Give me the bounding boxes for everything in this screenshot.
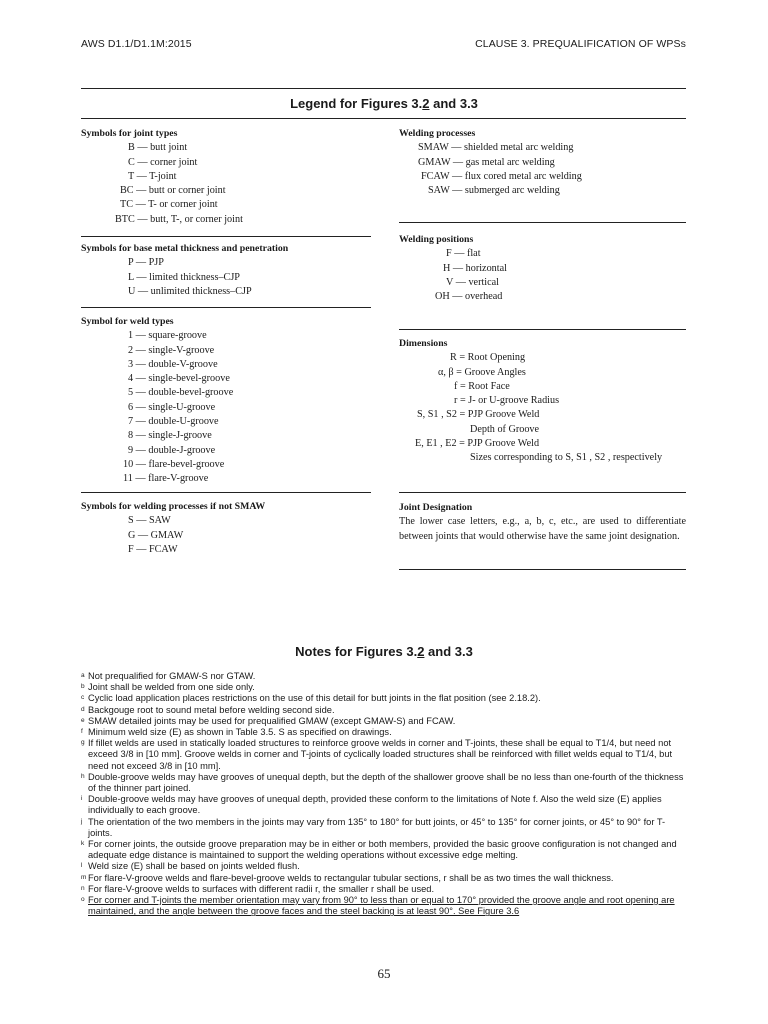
legend-item: B — butt joint <box>128 142 188 154</box>
legend-item: F — FCAW <box>128 543 178 555</box>
dimension-item: Sizes corresponding to S, S1 , S2 , respectively <box>470 452 663 464</box>
divider <box>81 118 686 119</box>
weld-types-section <box>81 315 371 487</box>
legend-item: OH — overhead <box>435 291 503 303</box>
legend-item: 2 — single-V-groove <box>128 344 215 356</box>
legend-item: 9 — double-J-groove <box>128 444 216 456</box>
legend-item: SMAW — shielded metal arc welding <box>418 142 574 154</box>
note-item: i Double-groove welds may have grooves of unequal depth, provided these conform to the limitations of Note f. Also the weld size (E) applies individually to each groove. <box>81 794 662 816</box>
note-item: j The orientation of the two members in the joints may vary from 135° to 180° for butt joints, or 45° to 135° for corner joints, or 45° to 90° for T-joints. <box>81 816 666 838</box>
legend-item: 4 — single-bevel-groove <box>128 373 230 385</box>
notes-list <box>81 671 687 917</box>
note-item: c Cyclic load application places restrictions on the use of this detail for butt joints in the flat position (see 2.18.2). <box>81 693 541 704</box>
section-heading: Dimensions <box>399 338 448 349</box>
divider <box>81 88 686 89</box>
note-item: a Not prequalified for GMAW-S nor GTAW. <box>81 671 256 681</box>
notes-title: Notes for Figures 3.2 and 3.3 <box>295 644 473 659</box>
divider <box>81 236 371 237</box>
note-item: f Minimum weld size (E) as shown in Table 3.5. S as specified on drawings. <box>81 727 392 738</box>
note-item: d Backgouge root to sound metal before welding second side. <box>81 704 335 715</box>
legend-item: H — horizontal <box>443 262 507 274</box>
joint-designation-text: The lower case letters, e.g., a, b, c, etc., are used to differentiate between joints that would otherwise have the same joint designation. <box>399 516 686 542</box>
running-header-left: AWS D1.1/D1.1M:2015 <box>81 38 192 50</box>
dimension-item: S, S1 , S2 = PJP Groove Weld <box>417 409 540 421</box>
dimension-item: r = J- or U-groove Radius <box>454 395 560 407</box>
running-header-right: CLAUSE 3. PREQUALIFICATION OF WPSs <box>475 38 686 50</box>
legend-item: L — limited thickness–CJP <box>128 271 240 283</box>
legend-item: 3 — double-V-groove <box>128 358 218 370</box>
process-symbols-section <box>81 500 371 557</box>
note-item: b Joint shall be welded from one side only. <box>81 682 255 693</box>
note-item: k For corner joints, the outside groove preparation may be in either or both members, provided the basic groove configuration is not changed and adequate edge distance is maintained to support the welding operations without excessive edge melting. <box>81 839 677 861</box>
legend-item: 6 — single-U-groove <box>128 401 216 413</box>
note-item: n For flare-V-groove welds to surfaces with different radii r, the smaller r shall be used. <box>81 883 435 894</box>
divider <box>399 569 686 570</box>
dimension-item: f = Root Face <box>454 380 510 392</box>
section-heading: Welding processes <box>399 128 476 139</box>
divider <box>399 222 686 223</box>
legend-item: T — T-joint <box>128 170 177 182</box>
note-item: l Weld size (E) shall be based on joints welded flush. <box>81 861 300 872</box>
welding-positions-section <box>399 233 686 304</box>
legend-item: 1 — square-groove <box>128 330 207 342</box>
legend-item: GMAW — gas metal arc welding <box>418 156 555 168</box>
page-number: 65 <box>377 966 391 981</box>
legend-item: G — GMAW <box>128 529 184 541</box>
joint-designation-section <box>399 501 686 544</box>
legend-item: F — flat <box>446 248 481 260</box>
legend-item: BTC — butt, T-, or corner joint <box>115 213 243 225</box>
note-item: m For flare-V-groove welds and flare-bevel-groove welds to rectangular tubular sections, r shall be as two times the wall thickness. <box>81 872 614 883</box>
section-heading: Symbols for base metal thickness and penetration <box>81 243 289 254</box>
legend-item: BC — butt or corner joint <box>120 185 226 197</box>
legend-left-column <box>81 127 371 227</box>
legend-item: SAW — submerged arc welding <box>428 185 560 197</box>
dimensions-section <box>399 337 686 466</box>
section-heading: Symbol for weld types <box>81 316 174 327</box>
divider <box>81 307 371 308</box>
legend-title: Legend for Figures 3.2 and 3.3 <box>290 96 478 111</box>
note-item: o For corner and T-joints the member orientation may vary from 90° to less than or equal to 170° provided the groove angle and root opening are maintained, and the angle between the groove faces and the steel backing is at least 90°. See Figure 3.6 <box>81 895 675 917</box>
legend-item: U — unlimited thickness–CJP <box>128 285 252 297</box>
legend-item: FCAW — flux cored metal arc welding <box>421 170 582 182</box>
legend-item: S — SAW <box>128 515 171 527</box>
legend-item: 7 — double-U-groove <box>128 416 219 428</box>
legend-item: 11 — flare-V-groove <box>123 473 209 485</box>
thickness-section <box>81 242 371 299</box>
joint-types-section <box>81 127 371 227</box>
legend-item: TC — T- or corner joint <box>120 199 218 211</box>
dimension-item: E, E1 , E2 = PJP Groove Weld <box>415 438 540 450</box>
note-item: e SMAW detailed joints may be used for prequalified GMAW (except GMAW-S) and FCAW. <box>81 715 456 726</box>
dimension-item: Depth of Groove <box>470 423 540 435</box>
legend-item: 10 — flare-bevel-groove <box>123 458 225 470</box>
legend-item: 5 — double-bevel-groove <box>128 387 234 399</box>
section-heading: Welding positions <box>399 234 474 245</box>
section-heading: Symbols for joint types <box>81 128 178 139</box>
legend-item: V — vertical <box>446 276 499 288</box>
section-heading: Symbols for welding processes if not SMAW <box>81 501 266 512</box>
legend-item: 8 — single-J-groove <box>128 430 212 442</box>
divider <box>399 329 686 330</box>
legend-item: C — corner joint <box>128 156 198 168</box>
divider <box>399 492 686 493</box>
dimension-item: α, β = Groove Angles <box>438 366 526 378</box>
welding-processes-section <box>399 127 686 198</box>
dimension-item: R = Root Opening <box>450 352 526 364</box>
note-item: h Double-groove welds may have grooves of unequal depth, but the depth of the shallower groove shall be no less than one-fourth of the thickness of the thinner part joined. <box>81 771 684 794</box>
divider <box>81 492 371 493</box>
section-heading: Joint Designation <box>399 502 473 513</box>
note-item: g If fillet welds are used in statically loaded structures to reinforce groove welds in corner and T-joints, these shall be equal to T1/4, but need not exceed 3/8 in [10 mm]. Groove welds in corner and T-joints of cyclically loaded structures shall be reinforced with fillet welds equal to T1/4, but need not exceed 3/8 in [10 mm]. <box>81 738 673 771</box>
legend-item: P — PJP <box>128 257 164 269</box>
